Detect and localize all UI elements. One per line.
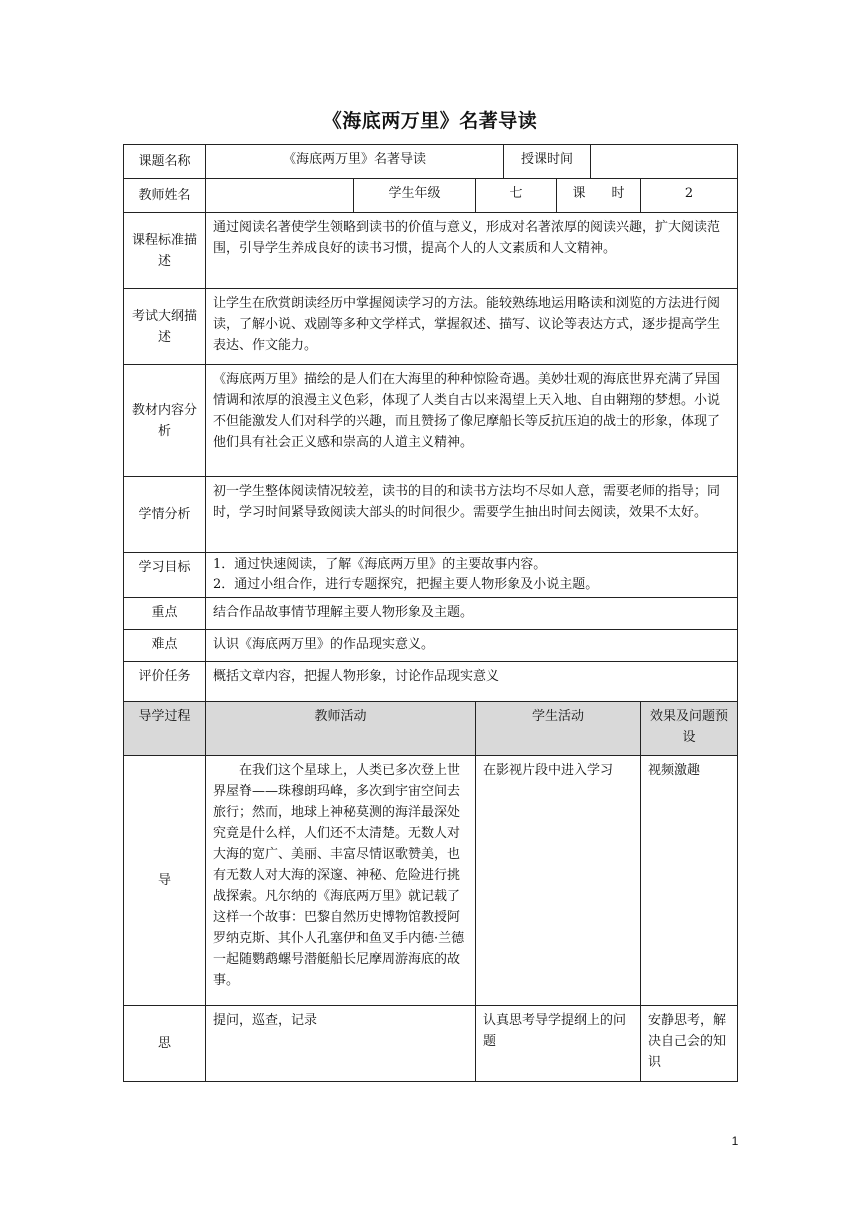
difficulty-text: 认识《海底两万里》的作品现实意义。 <box>206 630 738 662</box>
content-label: 教材内容分析 <box>124 365 206 477</box>
content-row <box>124 365 738 477</box>
goals-cell <box>206 553 738 598</box>
step-effect: 安静思考，解决自己会的知识 <box>641 1006 738 1082</box>
eval-label: 评价任务 <box>124 662 206 702</box>
step-stage: 思 <box>124 1006 206 1082</box>
goal-2: 2．通过小组合作，进行专题探究，把握主要人物形象及小说主题。 <box>213 577 599 592</box>
eval-row <box>124 662 738 702</box>
topic-value: 《海底两万里》名著导读 <box>206 145 504 179</box>
exam-text: 让学生在欣赏朗读经历中掌握阅读学习的方法。能较熟练地运用略读和浏览的方法进行阅读，了解小说、戏剧等多种文学样式，掌握叙述、描写、议论等表达方式，逐步提高学生表达、作文能力。 <box>206 289 738 365</box>
step-teacher: 提问，巡查，记录 <box>206 1006 476 1082</box>
learner-text: 初一学生整体阅读情况较差，读书的目的和读书方法均不尽如人意，需要老师的指导；同时，学习时间紧导致阅读大部头的时间很少。需要学生抽出时间去阅读，效果不太好。 <box>206 477 738 553</box>
step-effect: 视频激趣 <box>641 756 738 1006</box>
lesson-plan-table <box>123 144 738 1082</box>
teacher-value <box>206 179 354 213</box>
hours-value: 2 <box>641 179 738 213</box>
teacher-row <box>124 179 738 213</box>
time-label: 授课时间 <box>504 145 591 179</box>
learner-row <box>124 477 738 553</box>
exam-label: 考试大纲描述 <box>124 289 206 365</box>
page-number: 1 <box>731 1134 739 1148</box>
teacher-label: 教师姓名 <box>124 179 206 213</box>
topic-label: 课题名称 <box>124 145 206 179</box>
header-student: 学生活动 <box>476 702 641 756</box>
header-teacher: 教师活动 <box>206 702 476 756</box>
exam-row <box>124 289 738 365</box>
difficulty-row <box>124 630 738 662</box>
standard-text: 通过阅读名著使学生领略到读书的价值与意义，形成对名著浓厚的阅读兴趣，扩大阅读范围，引导学生养成良好的读书习惯，提高个人的人文素质和人文精神。 <box>206 213 738 289</box>
key-row <box>124 598 738 630</box>
goal-1: 1．通过快速阅读，了解《海底两万里》的主要故事内容。 <box>213 557 547 572</box>
standard-label: 课程标准描述 <box>124 213 206 289</box>
process-header-row <box>124 702 738 756</box>
step-student: 在影视片段中进入学习 <box>476 756 641 1006</box>
content-text: 《海底两万里》描绘的是人们在大海里的种种惊险奇遇。美妙壮观的海底世界充满了异国情调和浓厚的浪漫主义色彩，体现了人类自古以来渴望上天入地、自由翱翔的梦想。小说不但能激发人们对科学的兴趣，而且赞扬了像尼摩船长等反抗压迫的战士的形象，体现了他们具有社会正义感和崇高的人道主义精神。 <box>206 365 738 477</box>
table-row <box>124 756 738 1006</box>
goals-row <box>124 553 738 598</box>
eval-text: 概括文章内容，把握人物形象，讨论作品现实意义 <box>206 662 738 702</box>
difficulty-label: 难点 <box>124 630 206 662</box>
header-effect: 效果及问题预设 <box>641 702 738 756</box>
hours-label: 课 时 <box>557 179 641 213</box>
document-title: 《海底两万里》名著导读 <box>322 110 538 132</box>
step-student: 认真思考导学提纲上的问题 <box>476 1006 641 1082</box>
learner-label: 学情分析 <box>124 477 206 553</box>
table-row <box>124 1006 738 1082</box>
topic-row <box>124 145 738 179</box>
header-stage: 导学过程 <box>124 702 206 756</box>
goals-label: 学习目标 <box>124 553 206 598</box>
step-stage: 导 <box>124 756 206 1006</box>
standard-row <box>124 213 738 289</box>
key-label: 重点 <box>124 598 206 630</box>
step-teacher: 在我们这个星球上，人类已多次登上世界屋脊——珠穆朗玛峰，多次到宇宙空间去旅行；然而，地球上神秘莫测的海洋最深处究竟是什么样，人们还不太清楚。无数人对大海的宽广、美丽、丰富尽情讴歌赞美，也有无数人对大海的深邃、神秘、危险进行挑战探索。凡尔纳的《海底两万里》就记载了这样一个故事：巴黎自然历史博物馆教授阿罗纳克斯、其仆人孔塞伊和鱼叉手内德·兰德一起随鹦鹉螺号潜艇船长尼摩周游海底的故事。 <box>206 756 476 1006</box>
grade-label: 学生年级 <box>354 179 476 213</box>
key-text: 结合作品故事情节理解主要人物形象及主题。 <box>206 598 738 630</box>
grade-value: 七 <box>476 179 557 213</box>
time-value <box>591 145 738 179</box>
